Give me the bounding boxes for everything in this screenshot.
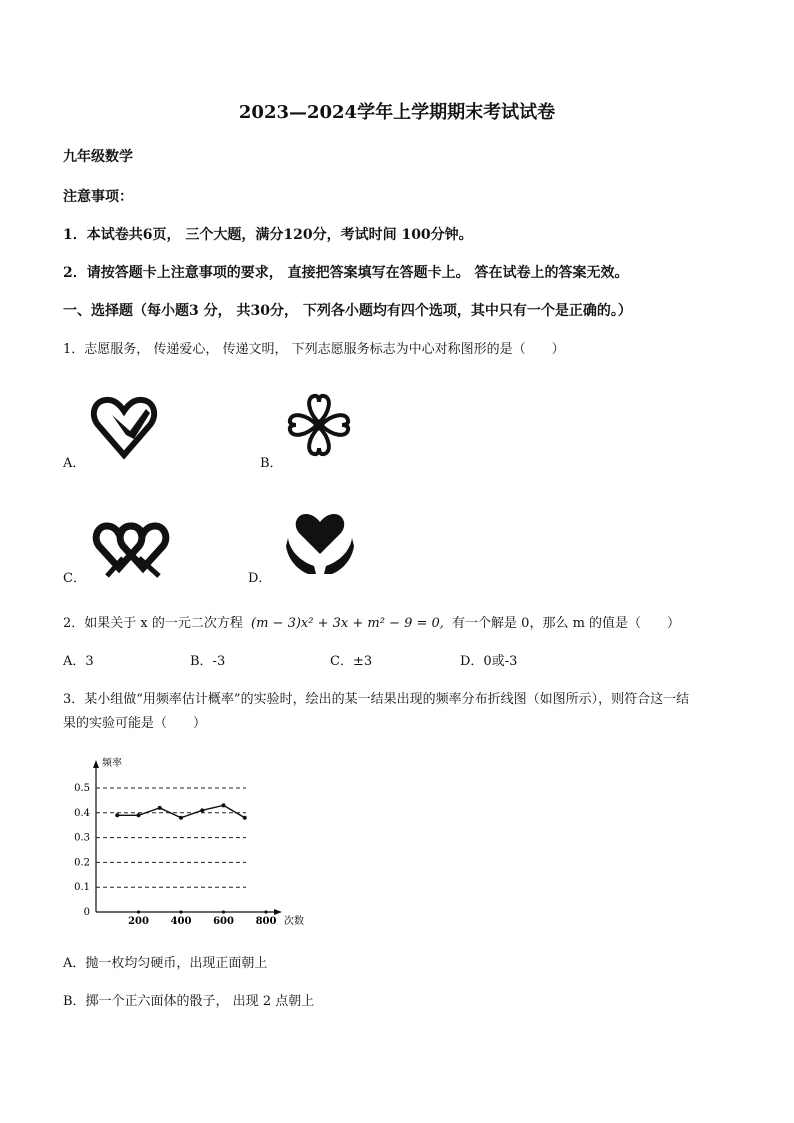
x-tick-label: 400 [170,916,192,927]
q1-option-a-label: A． [63,456,86,471]
data-point [137,813,141,817]
q1-option-d-label: D． [248,571,272,586]
x-axis-arrow [274,909,282,915]
data-point [222,803,226,807]
q3-option-b: B．掷一个正六面体的骰子， 出现 2 点朝上 [63,994,315,1009]
y-axis-arrow [93,760,99,768]
y-tick-label: 0.3 [74,832,90,844]
hands-heart-icon [284,512,356,576]
q2-option-c: C．±3 [330,654,373,669]
q1-option-b-label: B． [260,456,283,471]
x-tick-label: 200 [128,916,149,927]
data-point [158,806,162,810]
x-tick-dot [179,910,182,913]
y-tick-label: 0.5 [74,783,90,794]
heart-hand-icon [90,395,160,460]
data-point [200,808,204,812]
question-3-stem-line1: 3．某小组做“用频率估计概率”的实验时，绘出的某一结果出现的频率分布折线图（如图所示），则符合这一结 [63,692,690,707]
clover-hearts-icon [284,390,354,460]
q3-option-a: A．抛一枚均匀硬币，出现正面朝上 [63,956,268,971]
notice-heading: 注意事项： [63,189,133,205]
question-1-stem: 1．志愿服务， 传递爱心， 传递文明， 下列志愿服务标志为中心对称图形的是（ ） [63,342,565,357]
notice-1: 1．本试卷共6页， 三个大题，满分120分，考试时间 100分钟。 [63,227,473,243]
q2-option-d: D．0或-3 [460,654,518,669]
x-tick-label: 600 [213,916,234,927]
y-tick-label: 0.1 [74,882,90,894]
section-heading: 一、选择题（每小题3 分， 共30分， 下列各小题均有四个选项，其中只有一个是正确的。） [63,303,632,319]
y-tick-label: 0 [83,907,90,918]
q2-option-b: B．-3 [190,654,226,669]
y-tick-label: 0.4 [74,807,90,819]
question-2-stem [63,612,680,631]
x-tick-dot [137,910,140,913]
y-tick-label: 0.2 [74,857,90,869]
subject-label: 九年级数学 [63,149,133,165]
q2-option-a: A．3 [63,654,94,669]
data-point [243,816,247,820]
q2-equation: (m − 3)x² + 3x + m² − 9 = 0, [251,616,444,631]
data-point [179,816,183,820]
linked-hearts-icon [93,520,169,578]
x-axis-label: 次数 [284,916,304,927]
y-axis-label: 频率 [102,758,122,769]
notice-2: 2．请按答题卡上注意事项的要求， 直接把答案填写在答题卡上。 答在试卷上的答案无效。 [63,265,629,281]
x-tick-dot [222,910,225,913]
data-point [115,813,119,817]
question-3-stem-line2: 果的实验可能是（ ） [63,716,207,731]
q1-option-c-label: C． [63,571,86,586]
x-tick-dot [264,910,267,913]
page-title: 2023—2024学年上学期期末考试试卷 [238,102,556,123]
frequency-line-chart [60,750,304,935]
x-tick-label: 800 [255,916,277,927]
q2-stem-post: 有一个解是 0，那么 m 的值是（ ） [452,616,681,631]
q2-stem-pre: 2．如果关于 x 的一元二次方程 [63,616,243,631]
